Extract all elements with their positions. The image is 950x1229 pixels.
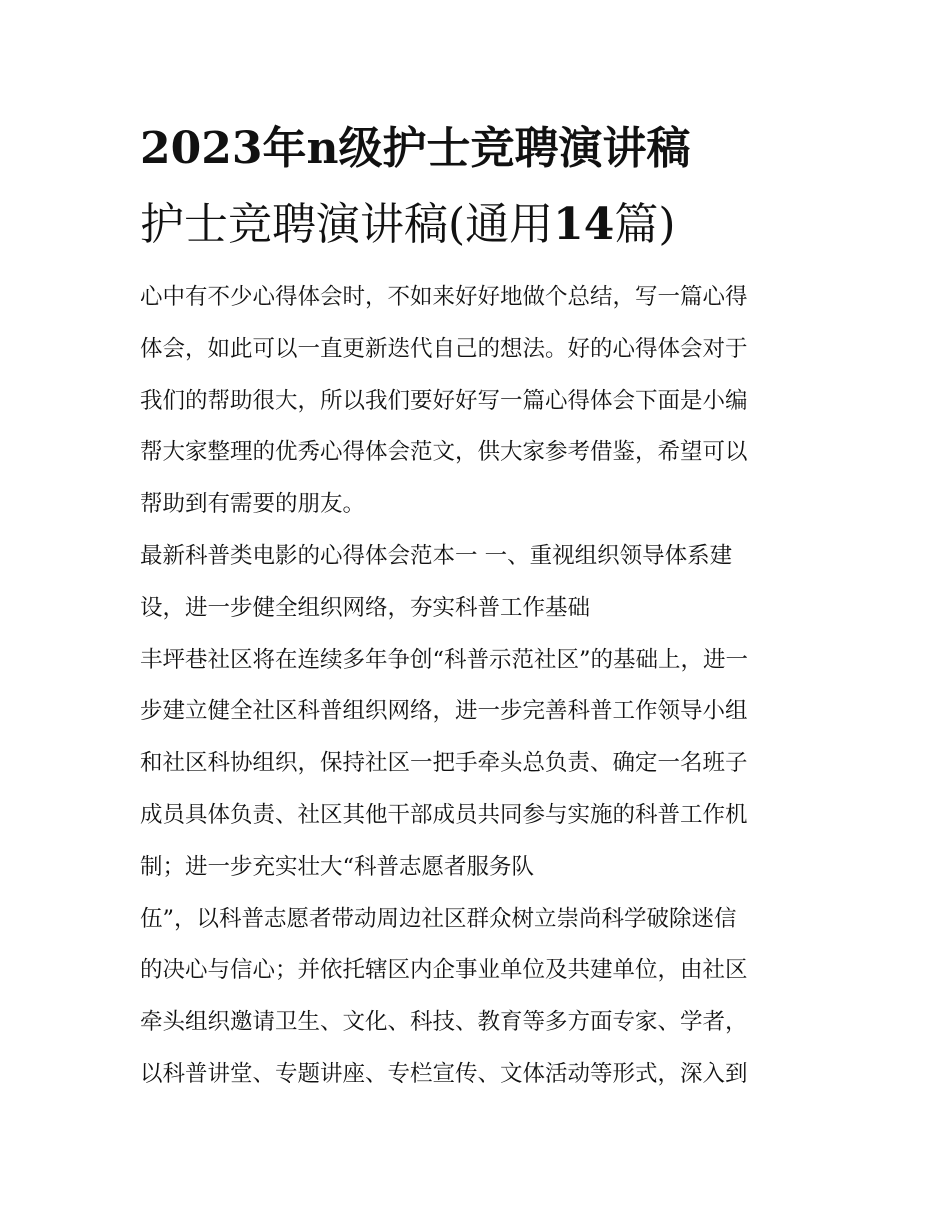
- title-line-2-suffix: 篇): [614, 199, 676, 250]
- document-body: [140, 272, 820, 1101]
- document-page: [140, 118, 820, 1101]
- text-line: 帮助到有需要的朋友。: [140, 491, 366, 518]
- text-line: 步建立健全社区科普组织网络，进一步完善科普工作领导小组: [140, 698, 748, 725]
- text-line: 伍”，以科普志愿者带动周边社区群众树立崇尚科学破除迷信: [140, 905, 737, 932]
- text-line: 制；进一步充实壮大“科普志愿者服务队: [140, 853, 535, 880]
- text-line: 的决心与信心；并依托辖区内企事业单位及共建单位，由社区: [140, 957, 748, 984]
- body-paragraph: [140, 635, 820, 1101]
- intro-paragraph: [140, 272, 820, 531]
- text-line: 和社区科协组织，保持社区一把手牵头总负责、确定一名班子: [140, 750, 748, 777]
- text-line: 设，进一步健全组织网络，夯实科普工作基础: [140, 594, 591, 621]
- text-line: 牵头组织邀请卫生、文化、科技、教育等多方面专家、学者，: [140, 1009, 748, 1036]
- document-title: [140, 118, 820, 256]
- text-line: 我们的帮助很大，所以我们要好好写一篇心得体会下面是小编: [140, 387, 748, 414]
- text-line: 成员具体负责、社区其他干部成员共同参与实施的科普工作机: [140, 801, 748, 828]
- text-line: 最新科普类电影的心得体会范本一 一、重视组织领导体系建: [140, 542, 733, 569]
- section-heading-paragraph: [140, 531, 820, 635]
- title-line-1: 2023年n级护士竞聘演讲稿: [140, 123, 691, 174]
- text-line: 心中有不少心得体会时，不如来好好地做个总结，写一篇心得: [140, 284, 748, 310]
- text-line: 丰坪巷社区将在连续多年争创“科普示范社区”的基础上，进一: [140, 646, 749, 673]
- title-line-2-prefix: 护士竞聘演讲稿(通用: [140, 199, 554, 250]
- title-line-2: [140, 194, 820, 256]
- title-line-2-number: 14: [553, 199, 615, 250]
- text-line: 以科普讲堂、专题讲座、专栏宣传、文体活动等形式，深入到: [140, 1060, 748, 1087]
- text-line: 帮大家整理的优秀心得体会范文，供大家参考借鉴，希望可以: [140, 439, 748, 466]
- text-line: 体会，如此可以一直更新迭代自己的想法。好的心得体会对于: [140, 335, 748, 362]
